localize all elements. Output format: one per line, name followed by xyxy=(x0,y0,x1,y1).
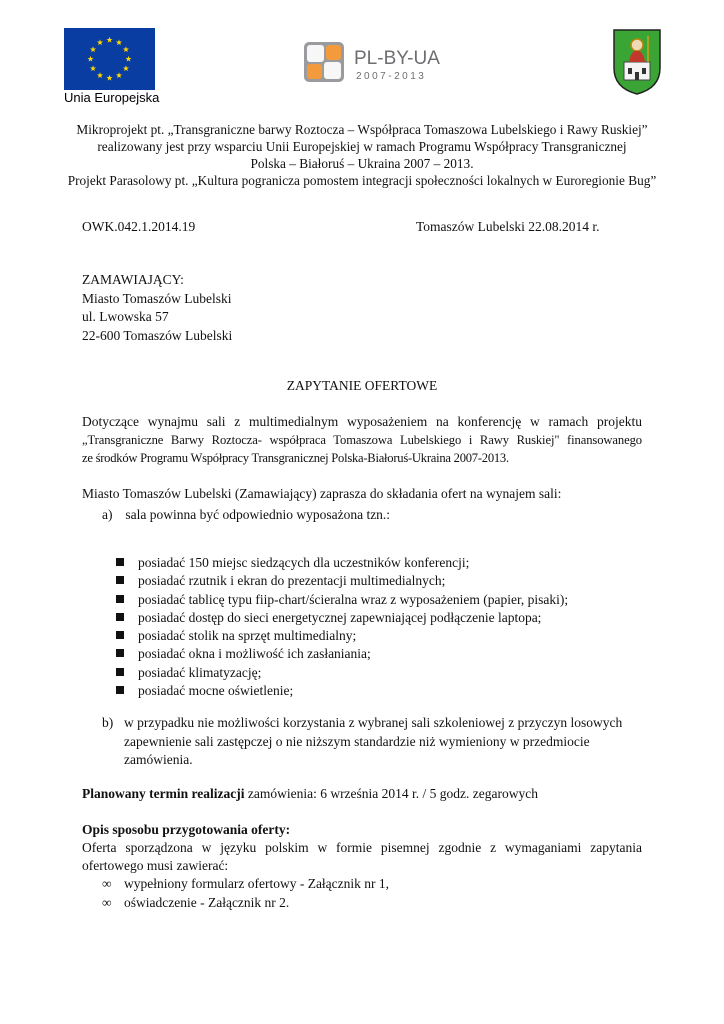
subject-line: Dotyczące wynajmu sali z multimedialnym wyposażeniem na konferencję w ramach projektu xyxy=(82,414,642,429)
eu-stars-icon xyxy=(64,28,155,90)
square-bullet-icon xyxy=(116,613,124,621)
item-b-line: zapewnienie sali zastępczej o nie niższym standardzie niż wymieniony w przedmiocie xyxy=(124,733,590,749)
requirement-item xyxy=(116,554,568,572)
item-a-marker: a) xyxy=(102,507,113,522)
requirement-text: posiadać okna i możliwość ich zasłaniania; xyxy=(138,646,371,662)
item-b xyxy=(102,714,622,770)
requirement-item xyxy=(116,645,568,663)
requirement-text: posiadać dostęp do sieci energetycznej zapewniającej podłączenie laptopa; xyxy=(138,609,542,625)
attachment-item xyxy=(102,875,389,894)
eu-star-icon xyxy=(125,56,131,62)
plbyua-program-logo xyxy=(302,40,452,86)
ordering-party-postal: 22-600 Tomaszów Lubelski xyxy=(82,327,233,343)
requirements-list xyxy=(116,554,568,700)
requirement-item xyxy=(116,572,568,590)
item-a-text: sala powinna być odpowiednio wyposażona tzn.: xyxy=(125,507,391,522)
eu-star-icon xyxy=(90,46,96,52)
attachment-text: wypełniony formularz ofertowy - Załącznik nr 1, xyxy=(124,876,390,891)
ordering-party xyxy=(82,271,232,345)
eu-star-icon xyxy=(106,75,112,81)
infinity-bullet-icon: ∞ xyxy=(102,876,112,891)
requirement-item xyxy=(116,609,568,627)
item-a xyxy=(102,506,390,524)
reference-number: OWK.042.1.2014.19 xyxy=(82,219,196,234)
preparation-line: Oferta sporządzona w języku polskim w formie pisemnej zgodnie z wymaganiami zapytania xyxy=(82,840,642,855)
intro-line: Mikroprojekt pt. „Transgraniczne barwy Roztocza – Współpraca Tomaszowa Lubelskiego i Rawy Ruskiej” xyxy=(76,122,648,137)
attachment-item xyxy=(102,894,389,913)
square-bullet-icon xyxy=(116,576,124,584)
intro-line: realizowany jest przy wsparciu Unii Europejskiej w ramach Programu Współpracy Transgranicznej xyxy=(97,139,627,154)
requirement-text: posiadać 150 miejsc siedzących dla uczestników konferencji; xyxy=(138,555,470,570)
svg-text:2007-2013: 2007-2013 xyxy=(356,71,427,82)
eu-star-icon xyxy=(90,65,96,71)
requirement-text: posiadać tablicę typu fiip-chart/ścieralna wraz z wyposażeniem (papier, pisaki); xyxy=(138,591,569,607)
attachment-text: oświadczenie - Załącznik nr 2. xyxy=(124,894,290,910)
invitation-text: Miasto Tomaszów Lubelski (Zamawiający) zaprasza do składania ofert na wynajem sali: xyxy=(82,486,562,501)
tomaszow-coat-of-arms xyxy=(612,28,662,96)
coat-of-arms-icon xyxy=(612,28,662,96)
eu-caption: Unia Europejska xyxy=(64,90,160,105)
eu-star-icon xyxy=(123,65,129,71)
square-bullet-icon xyxy=(116,649,124,657)
eu-star-icon xyxy=(106,37,112,43)
subject-line: ze środków Programu Współpracy Transgranicznej Polska-Białoruś-Ukraina 2007-2013. xyxy=(82,451,509,465)
project-intro xyxy=(60,121,664,189)
planned-term-text: zamówienia: 6 września 2014 r. / 5 godz. zegarowych xyxy=(244,786,538,801)
place-date: Tomaszów Lubelski 22.08.2014 r. xyxy=(416,219,600,234)
requirement-text: posiadać rzutnik i ekran do prezentacji multimedialnych; xyxy=(138,573,446,589)
svg-text:PL-BY-UA: PL-BY-UA xyxy=(354,48,440,69)
requirement-item xyxy=(116,664,568,682)
square-bullet-icon xyxy=(116,686,124,694)
eu-flag-logo xyxy=(64,28,155,90)
requirement-text: posiadać klimatyzację; xyxy=(138,664,262,680)
item-b-line: w przypadku nie możliwości korzystania z wybranej sali szkoleniowej z przyczyn losowych xyxy=(124,715,623,730)
infinity-bullet-icon: ∞ xyxy=(102,894,112,910)
plbyua-emblem-icon xyxy=(302,40,452,86)
square-bullet-icon xyxy=(116,558,124,566)
item-b-line: zamówienia. xyxy=(124,752,193,767)
document-title: ZAPYTANIE OFERTOWE xyxy=(286,378,438,393)
eu-star-icon xyxy=(97,72,103,78)
intro-line: Polska – Białoruś – Ukraina 2007 – 2013. xyxy=(250,156,474,171)
requirement-item xyxy=(116,591,568,609)
ordering-party-name: Miasto Tomaszów Lubelski xyxy=(82,290,232,306)
requirement-text: posiadać mocne oświetlenie; xyxy=(138,683,294,699)
intro-line: Projekt Parasolowy pt. „Kultura pogranicza pomostem integracji społeczności lokalnych w Euroregionie Bug” xyxy=(67,173,657,188)
ordering-party-label: ZAMAWIAJĄCY: xyxy=(82,272,184,287)
item-b-marker: b) xyxy=(102,715,114,730)
ordering-party-street: ul. Lwowska 57 xyxy=(82,309,169,324)
eu-star-icon xyxy=(87,56,93,62)
planned-term-label: Planowany termin realizacji xyxy=(82,786,245,801)
square-bullet-icon xyxy=(116,595,124,603)
preparation-heading: Opis sposobu przygotowania oferty: xyxy=(82,822,291,837)
planned-term xyxy=(82,785,538,803)
eu-star-icon xyxy=(116,72,122,78)
requirement-item xyxy=(116,627,568,645)
eu-star-icon xyxy=(97,39,103,45)
preparation-line: ofertowego musi zawierać: xyxy=(82,858,229,873)
attachments-list xyxy=(102,875,389,912)
subject-paragraph xyxy=(82,413,642,467)
requirement-item xyxy=(116,682,568,700)
eu-star-icon xyxy=(123,46,129,52)
requirement-text: posiadać stolik na sprzęt multimedialny; xyxy=(138,628,357,644)
eu-star-icon xyxy=(116,39,122,45)
preparation-body xyxy=(82,839,642,875)
square-bullet-icon xyxy=(116,668,124,676)
square-bullet-icon xyxy=(116,631,124,639)
subject-line: „Transgraniczne Barwy Roztocza- współpraca Tomaszowa Lubelskiego i Rawy Ruskiej" finansowanego xyxy=(82,433,642,447)
